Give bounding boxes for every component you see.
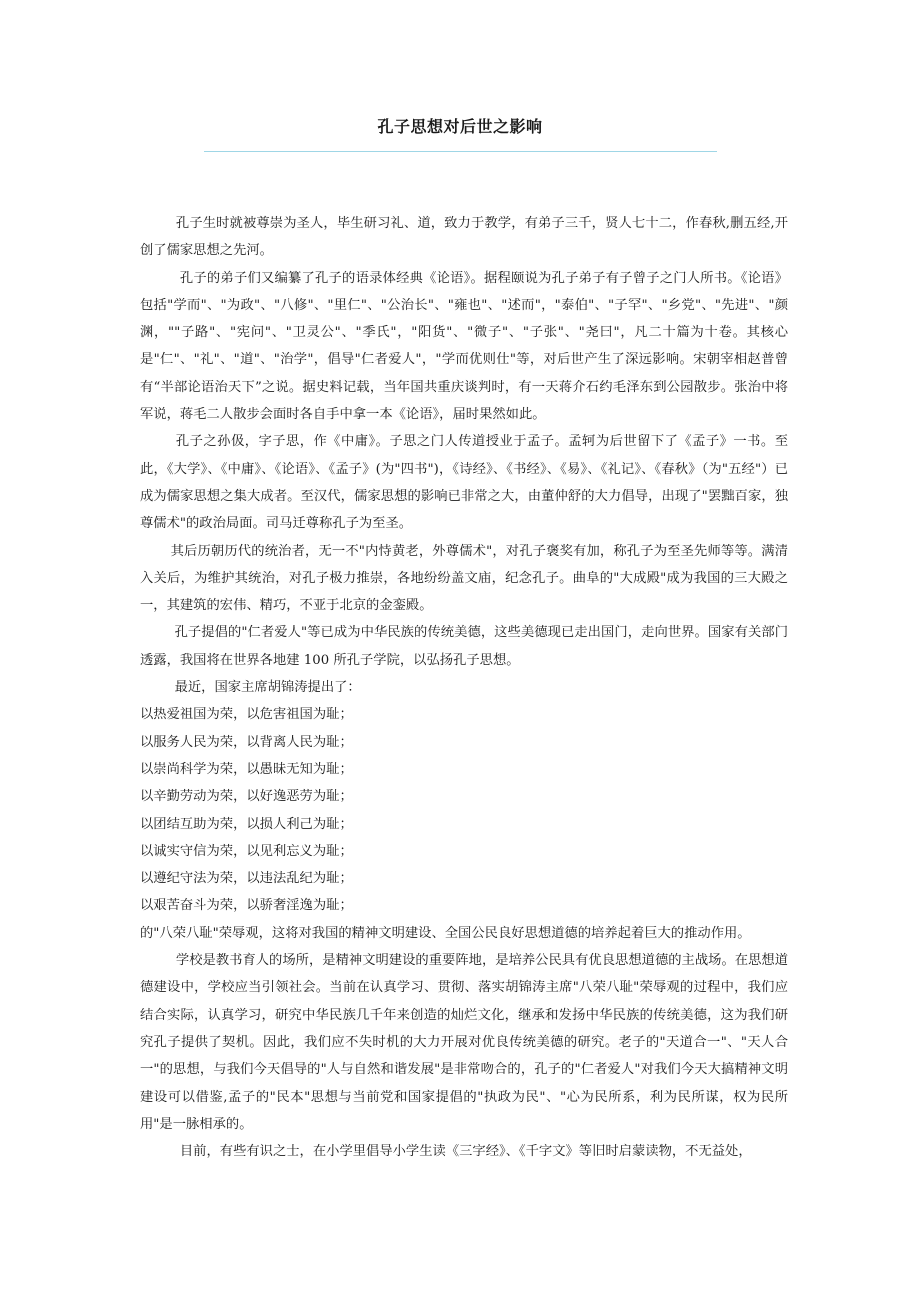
paragraph-8: 学校是教书育人的场所，是精神文明建设的重要阵地，是培养公民具有优良思想道德的主战场。在思想道德建设中，学校应当引领社会。当前在认真学习、贯彻、落实胡锦涛主席"八荣八耻"荣辱观的过程中，我们应结合实际，认真学习，研究中华民族几千年来创造的灿烂文化，继承和发扬中华民族的传统美德，这为我们研究孔子提供了契机。因此，我们应不失时机的大力开展对优良传统美德的研究。老子的"天道合一"、"天人合一"的思想，与我们今天倡导的"人与自然和谐发展"是非常吻合的，孔子的"仁者爱人"对我们今天大搞精神文明建设可以借鉴,孟子的"民本"思想与当前党和国家提倡的"执政为民"、"心为民所系，利为民所谋，权为民所用"是一脉相承的。 [140,953,788,1132]
paragraph-3: 孔子之孙伋，字子思，作《中庸》。子思之门人传道授业于孟子。孟轲为后世留下了《孟子》一书。至此，《大学》、《中庸》、《论语》、《孟子》(为"四书")，《诗经》、《书经》、《易》、《礼记》、《春秋》（为"五经"）已成为儒家思想之集大成者。至汉代，儒家思想的影响已非常之大，由董仲舒的大力倡导，出现了"罢黜百家，独尊儒术"的政治局面。司马迁尊称孔子为至圣。 [140,434,788,532]
paragraph-5: 孔子提倡的"仁者爱人"等已成为中华民族的传统美德，这些美德现已走出国门，走向世界。国家有关部门透露，我国将在世界各地建 100 所孔子学院，以弘扬孔子思想。 [140,625,788,668]
paragraph-7: 的"八荣八耻"荣辱观，这将对我国的精神文明建设、全国公民良好思想道德的培养起着巨大的推动作用。 [140,925,751,941]
title-divider [204,151,717,152]
honor-line-6: 以诚实守信为荣，以见利忘义为耻； [140,843,353,859]
document-body [140,210,788,1165]
honor-line-2: 以服务人民为荣，以背离人民为耻； [140,734,353,750]
honor-line-4: 以辛勤劳动为荣，以好逸恶劳为耻； [140,789,353,805]
paragraph-4: 其后历朝历代的统治者，无一不"内恃黄老，外尊儒术"，对孔子褒奖有加，称孔子为至圣先师等等。满清入关后，为维护其统治，对孔子极力推崇，各地纷纷盖文庙，纪念孔子。曲阜的"大成殿"成为我国的三大殿之一，其建筑的宏伟、精巧，不亚于北京的金銮殿。 [140,543,788,614]
honor-line-1: 以热爱祖国为荣，以危害祖国为耻； [140,707,353,723]
paragraph-1: 孔子生时就被尊崇为圣人，毕生研习礼、道，致力于教学，有弟子三千，贤人七十二，作春秋,删五经,开创了儒家思想之先河。 [140,216,788,259]
honor-line-5: 以团结互助为荣，以损人利己为耻； [140,816,353,832]
honor-line-7: 以遵纪守法为荣，以违法乱纪为耻； [140,871,353,887]
document-title: 孔子思想对后世之影响 [377,117,543,136]
honor-line-3: 以崇尚科学为荣，以愚昧无知为耻； [140,761,353,777]
paragraph-2: 孔子的弟子们又编纂了孔子的语录体经典《论语》。据程颐说为孔子弟子有子曾子之门人所书。《论语》包括"学而"、"为政"、"八修"、"里仁"、"公治长"、"雍也"、"述而"，"泰伯"、"子罕"、"乡党"、"先进"、"颜渊，""子路"、"宪问"、"卫灵公"、"季氏"，"阳货"、"微子"、"子张"、"尧曰"，凡二十篇为十卷。其核心是"仁"、"礼"、"道"、"治学"，倡导"仁者爱人"，"学而优则仕"等，对后世产生了深远影响。宋朝宰相赵普曾有“半部论语治天下”之说。据史料记载，当年国共重庆谈判时，有一天蒋介石约毛泽东到公园散步。张治中将军说，蒋毛二人散步会面时各自手中拿一本《论语》，届时果然如此。 [140,270,788,423]
paragraph-6: 最近，国家主席胡锦涛提出了： [174,680,361,696]
honor-line-8: 以艰苦奋斗为荣，以骄奢淫逸为耻； [140,898,353,914]
paragraph-9: 目前，有些有识之士，在小学里倡导小学生读《三字经》、《千字文》等旧时启蒙读物，不无益处， [179,1144,752,1160]
